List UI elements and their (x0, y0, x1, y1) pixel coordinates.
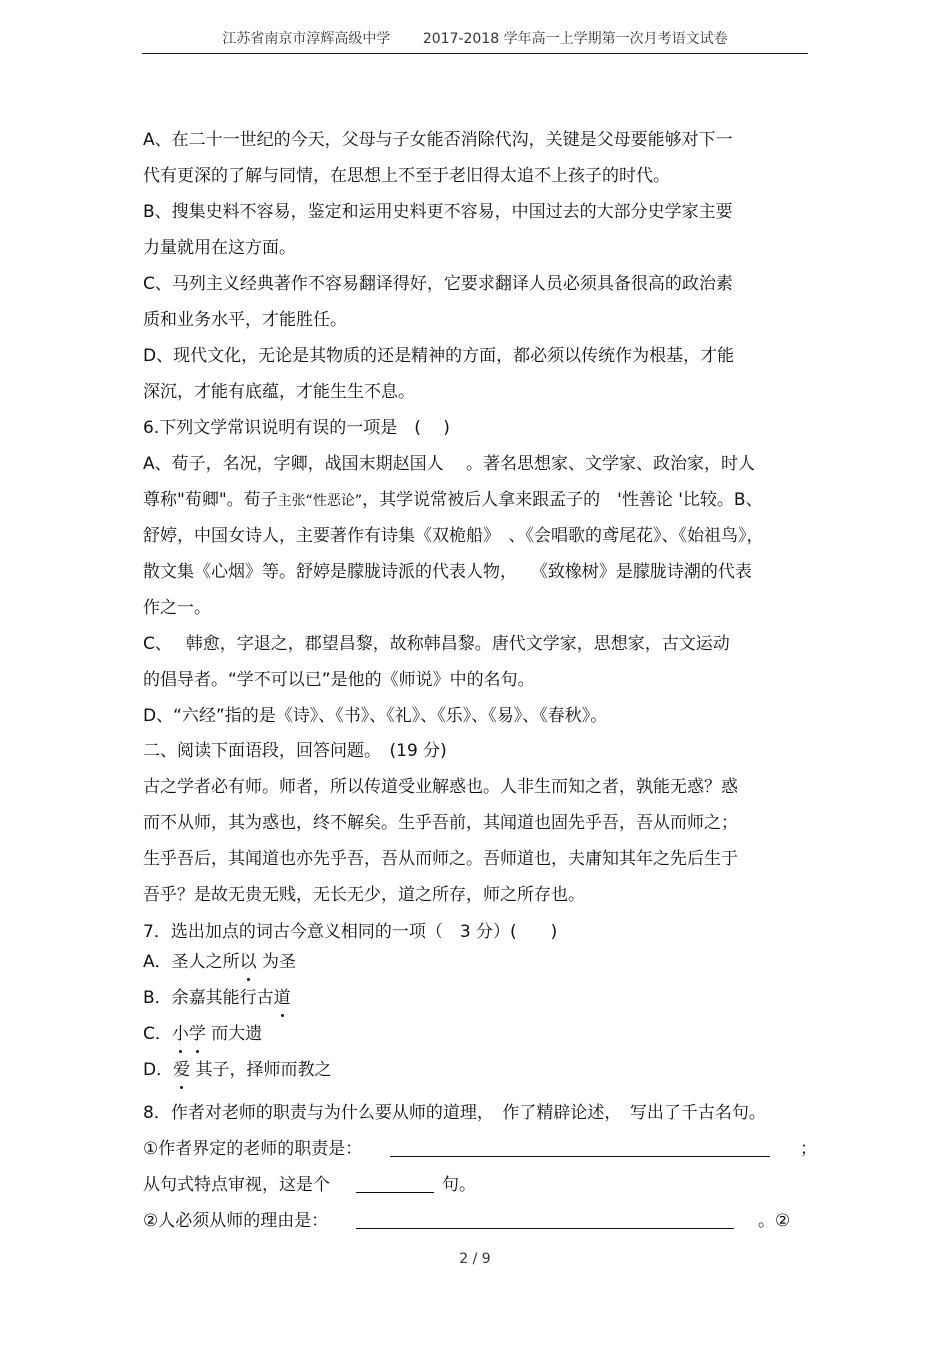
q8-item2-label: ②人必须从师的理由是： (143, 1211, 329, 1231)
q8-item1b-end: 句。 (442, 1175, 476, 1195)
q6-a-part2: 主张“性恶论” (277, 493, 363, 509)
q6-option-c-line1: C、 韩愈，字退之，郡望昌黎，故称韩昌黎。唐代文学家，思想家，古文运动 (143, 634, 730, 654)
q7-option-d (143, 1059, 332, 1081)
passage-line3: 生乎吾后，其闻道也亦先乎吾，吾从而师之。吾师道也，夫庸知其年之先后生于 (143, 849, 738, 869)
emphasis-dot-char: 道 (273, 988, 291, 1008)
q8-item1-end: ； (800, 1139, 817, 1159)
passage-line2: 而不从师，其为惑也，终不解矣。生乎吾前，其闻道也固先乎吾，吾从而师之； (143, 813, 738, 833)
q5-option-a-line1: A、在二十一世纪的今天，父母与子女能否消除代沟，关键是父母要能够对下一 (143, 130, 733, 150)
q8-item1 (143, 1138, 362, 1160)
emphasis-dot-char: 小 (171, 1024, 189, 1044)
q7-option-a (143, 951, 296, 973)
q5-option-d-line2: 深沉，才能有底蕴，才能生生不息。 (143, 382, 415, 402)
q6-option-b-line1: 舒婷，中国女诗人，主要著作有诗集《双桅船》 、《会唱歌的鸢尾花》、《始祖鸟》， (143, 526, 764, 546)
q7-a-text: A．圣人之所 (143, 952, 240, 972)
q6-a-part1: 尊称"荀卿"。荀子 (143, 490, 278, 510)
q7-c-text-end: 而大遗 (205, 1024, 263, 1044)
passage-line4: 吾乎？是故无贵无贱，无长无少，道之所存，师之所存也。 (143, 885, 585, 905)
q7-d-label: D． (143, 1060, 174, 1080)
q7-option-b (143, 987, 291, 1009)
q6-a-part3: ，其学说常被后人拿来跟孟子的 '性善论 '比较。B、 (362, 490, 763, 510)
q6-option-b-line3: 作之一。 (143, 598, 211, 618)
q5-option-b-line2: 力量就用在这方面。 (143, 238, 296, 258)
header-rule (142, 53, 808, 54)
q6-option-a-line2 (143, 489, 763, 512)
q5-option-c-line1: C、马列主义经典著作不容易翻译得好，它要求翻译人员必须具备很高的政治素 (143, 274, 733, 294)
school-name: 江苏省南京市淳辉高级中学 (222, 31, 391, 47)
answer-blank-duties[interactable] (390, 1140, 770, 1157)
q6-stem: 6.下列文学常识说明有误的一项是 ( ) (143, 418, 450, 438)
q7-stem: 7．选出加点的词古今意义相同的一项（ 3 分）( ) (143, 922, 558, 942)
q5-option-a-line2: 代有更深的了解与同情，在思想上不至于老旧得太追不上孩子的时代。 (143, 166, 670, 186)
answer-blank-sentence-type[interactable] (356, 1176, 434, 1193)
q6-option-b-line2: 散文集《心烟》等。舒婷是朦胧诗派的代表人物， 《致橡树》是朦胧诗潮的代表 (143, 562, 752, 582)
q5-option-b-line1: B、搜集史料不容易，鉴定和运用史料更不容易，中国过去的大部分史学家主要 (143, 202, 733, 222)
q7-d-text-end: 其子，择师而教之 (190, 1060, 332, 1080)
q7-c-label: C． (143, 1024, 172, 1044)
section2-title: 二、阅读下面语段，回答问题。 (19 分) (143, 741, 447, 761)
q6-option-d: D、“六经”指的是《诗》、《书》、《礼》、《乐》、《易》、《春秋》。 (143, 706, 608, 726)
page-header (0, 28, 950, 48)
q5-option-c-line2: 质和业务水平，才能胜任。 (143, 310, 347, 330)
q8-item2-end: 。② (758, 1211, 791, 1231)
passage-line1: 古之学者必有师。师者，所以传道受业解惑也。人非生而知之者，孰能无惑？惑 (143, 777, 738, 797)
emphasis-dot-char: 以 (239, 952, 257, 972)
answer-blank-reason[interactable] (356, 1212, 734, 1229)
q7-b-text: B．余嘉其能行古 (143, 988, 274, 1008)
q6-option-c-line2: 的倡导者。“学不可以已”是他的《师说》中的名句。 (143, 670, 535, 690)
emphasis-dot-char: 爱 (173, 1060, 191, 1080)
page-number: 2 / 9 (459, 1251, 491, 1267)
emphasis-dot-char: 学 (188, 1024, 206, 1044)
q8-item1b-label: 从句式特点审视，这是个 (143, 1175, 330, 1195)
exam-title: 2017-2018 学年高一上学期第一次月考语文试卷 (422, 31, 728, 47)
q8-item1-label: ①作者界定的老师的职责是： (143, 1139, 363, 1159)
q7-option-c (143, 1023, 262, 1045)
q8-stem: 8．作者对老师的职责与为什么要从师的道理， 作了精辟论述， 写出了千古名句。 (143, 1103, 766, 1123)
q7-a-text-end: 为圣 (256, 952, 297, 972)
q5-option-d-line1: D、现代文化，无论是其物质的还是精神的方面，都必须以传统作为根基，才能 (143, 346, 735, 366)
q6-option-a-line1: A、荀子，名况，字卿，战国末期赵国人 。著名思想家、文学家、政治家，时人 (143, 454, 756, 474)
